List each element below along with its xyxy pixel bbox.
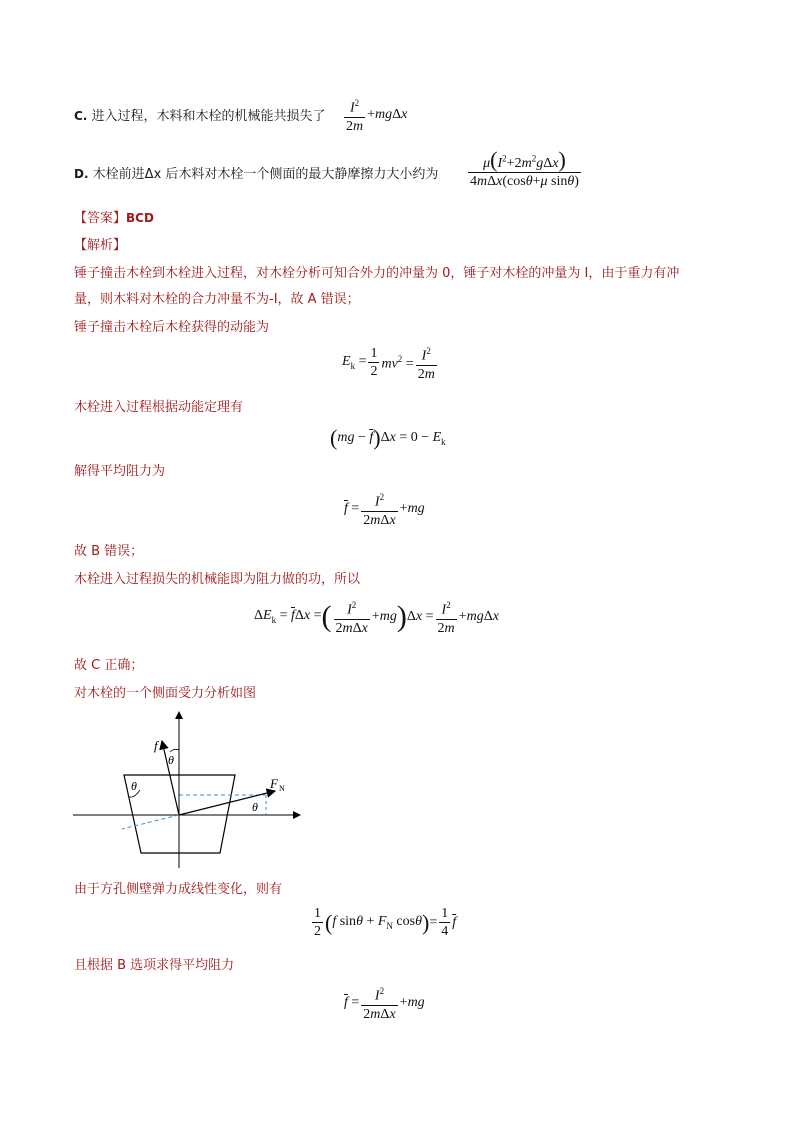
analysis-para3: 木栓进入过程根据动能定理有 [74,400,244,415]
answer-line [74,208,154,229]
label-f: f [154,738,158,753]
option-c [74,106,326,127]
equation-linear-force: $\frac{1}{2}$ ( f $\sin\theta + F_N$ cosθ ) = $\frac{1}{4}$ $\overline{f}$ [314,906,457,939]
equation-work-energy: ( mg − $\overline{f}$ ) $\Delta x = 0 - E_k$ [330,425,446,450]
analysis-para1-line2: 量，则木料对木栓的合力冲量不为-I，故 A 错误； [74,292,360,307]
force-diagram [70,708,310,873]
answer-value: BCD [126,211,154,225]
analysis-para7: 故 C 正确； [74,658,144,673]
analysis-para1-line1: 锤子撞击木栓到木栓进入过程，对木栓分析可知合外力的冲量为 0，锤子对木栓的冲量为 I，由于重力有冲 [74,266,680,281]
analysis-para4: 解得平均阻力为 [74,464,166,479]
analysis-para10: 且根据 B 选项求得平均阻力 [74,958,235,973]
analysis-para8: 对木栓的一个侧面受力分析如图 [74,686,257,701]
label-theta-top: θ [168,753,174,767]
option-c-formula: $\frac{I^2}{2m}$ +mgΔx [346,98,408,134]
label-fn-sub: N [279,784,285,793]
analysis-para6: 木栓进入过程损失的机械能即为阻力做的功，所以 [74,572,361,587]
option-d-text: 木栓前进Δx 后木料对木栓一个侧面的最大静摩擦力大小约为 [92,167,439,182]
analysis-para9: 由于方孔侧壁弹力成线性变化，则有 [74,882,283,897]
label-fn: F [270,776,278,791]
angle-arc-top [170,749,179,752]
equation-average-resistance: $\overline{f}$ = $\frac{I^2}{\text{2mΔx}}$ +mg [344,492,425,528]
option-d-formula: $\frac{\mu(I^2+2m^2g\Delta x)}{\text{4mΔx(cosθ+μ sinθ)}}$ [470,147,579,189]
dashed-normal-extension [122,815,179,829]
equation-kinetic-energy: $E_k$ = $\frac{1}{2}$ $mv^2$ = $\frac{I^2}{2m}$ [342,346,435,382]
equation-energy-loss: $\Delta E_k = \overline{f}\Delta x$ = ( $\frac{I^2}{\text{2mΔx}}$ +mg ) Δx = $\frac{I^2}{2m}$ +mgΔx [254,599,499,636]
label-theta-side: θ [131,779,137,793]
answer-label: 【答案】 [74,211,127,226]
analysis-para5: 故 B 错误； [74,544,144,559]
option-c-label: C. [74,109,88,123]
equation-average-resistance-repeat: $\overline{f}$ = $\frac{I^2}{\text{2mΔx}}$ +mg [344,986,425,1022]
option-d-label: D. [74,167,89,181]
option-d [74,164,438,185]
analysis-label: 【解析】 [74,238,127,253]
analysis-para2: 锤子撞击木栓后木栓获得的动能为 [74,320,270,335]
option-c-text: 进入过程，木料和木栓的机械能共损失了 [91,109,326,124]
label-theta-right: θ [252,800,258,814]
